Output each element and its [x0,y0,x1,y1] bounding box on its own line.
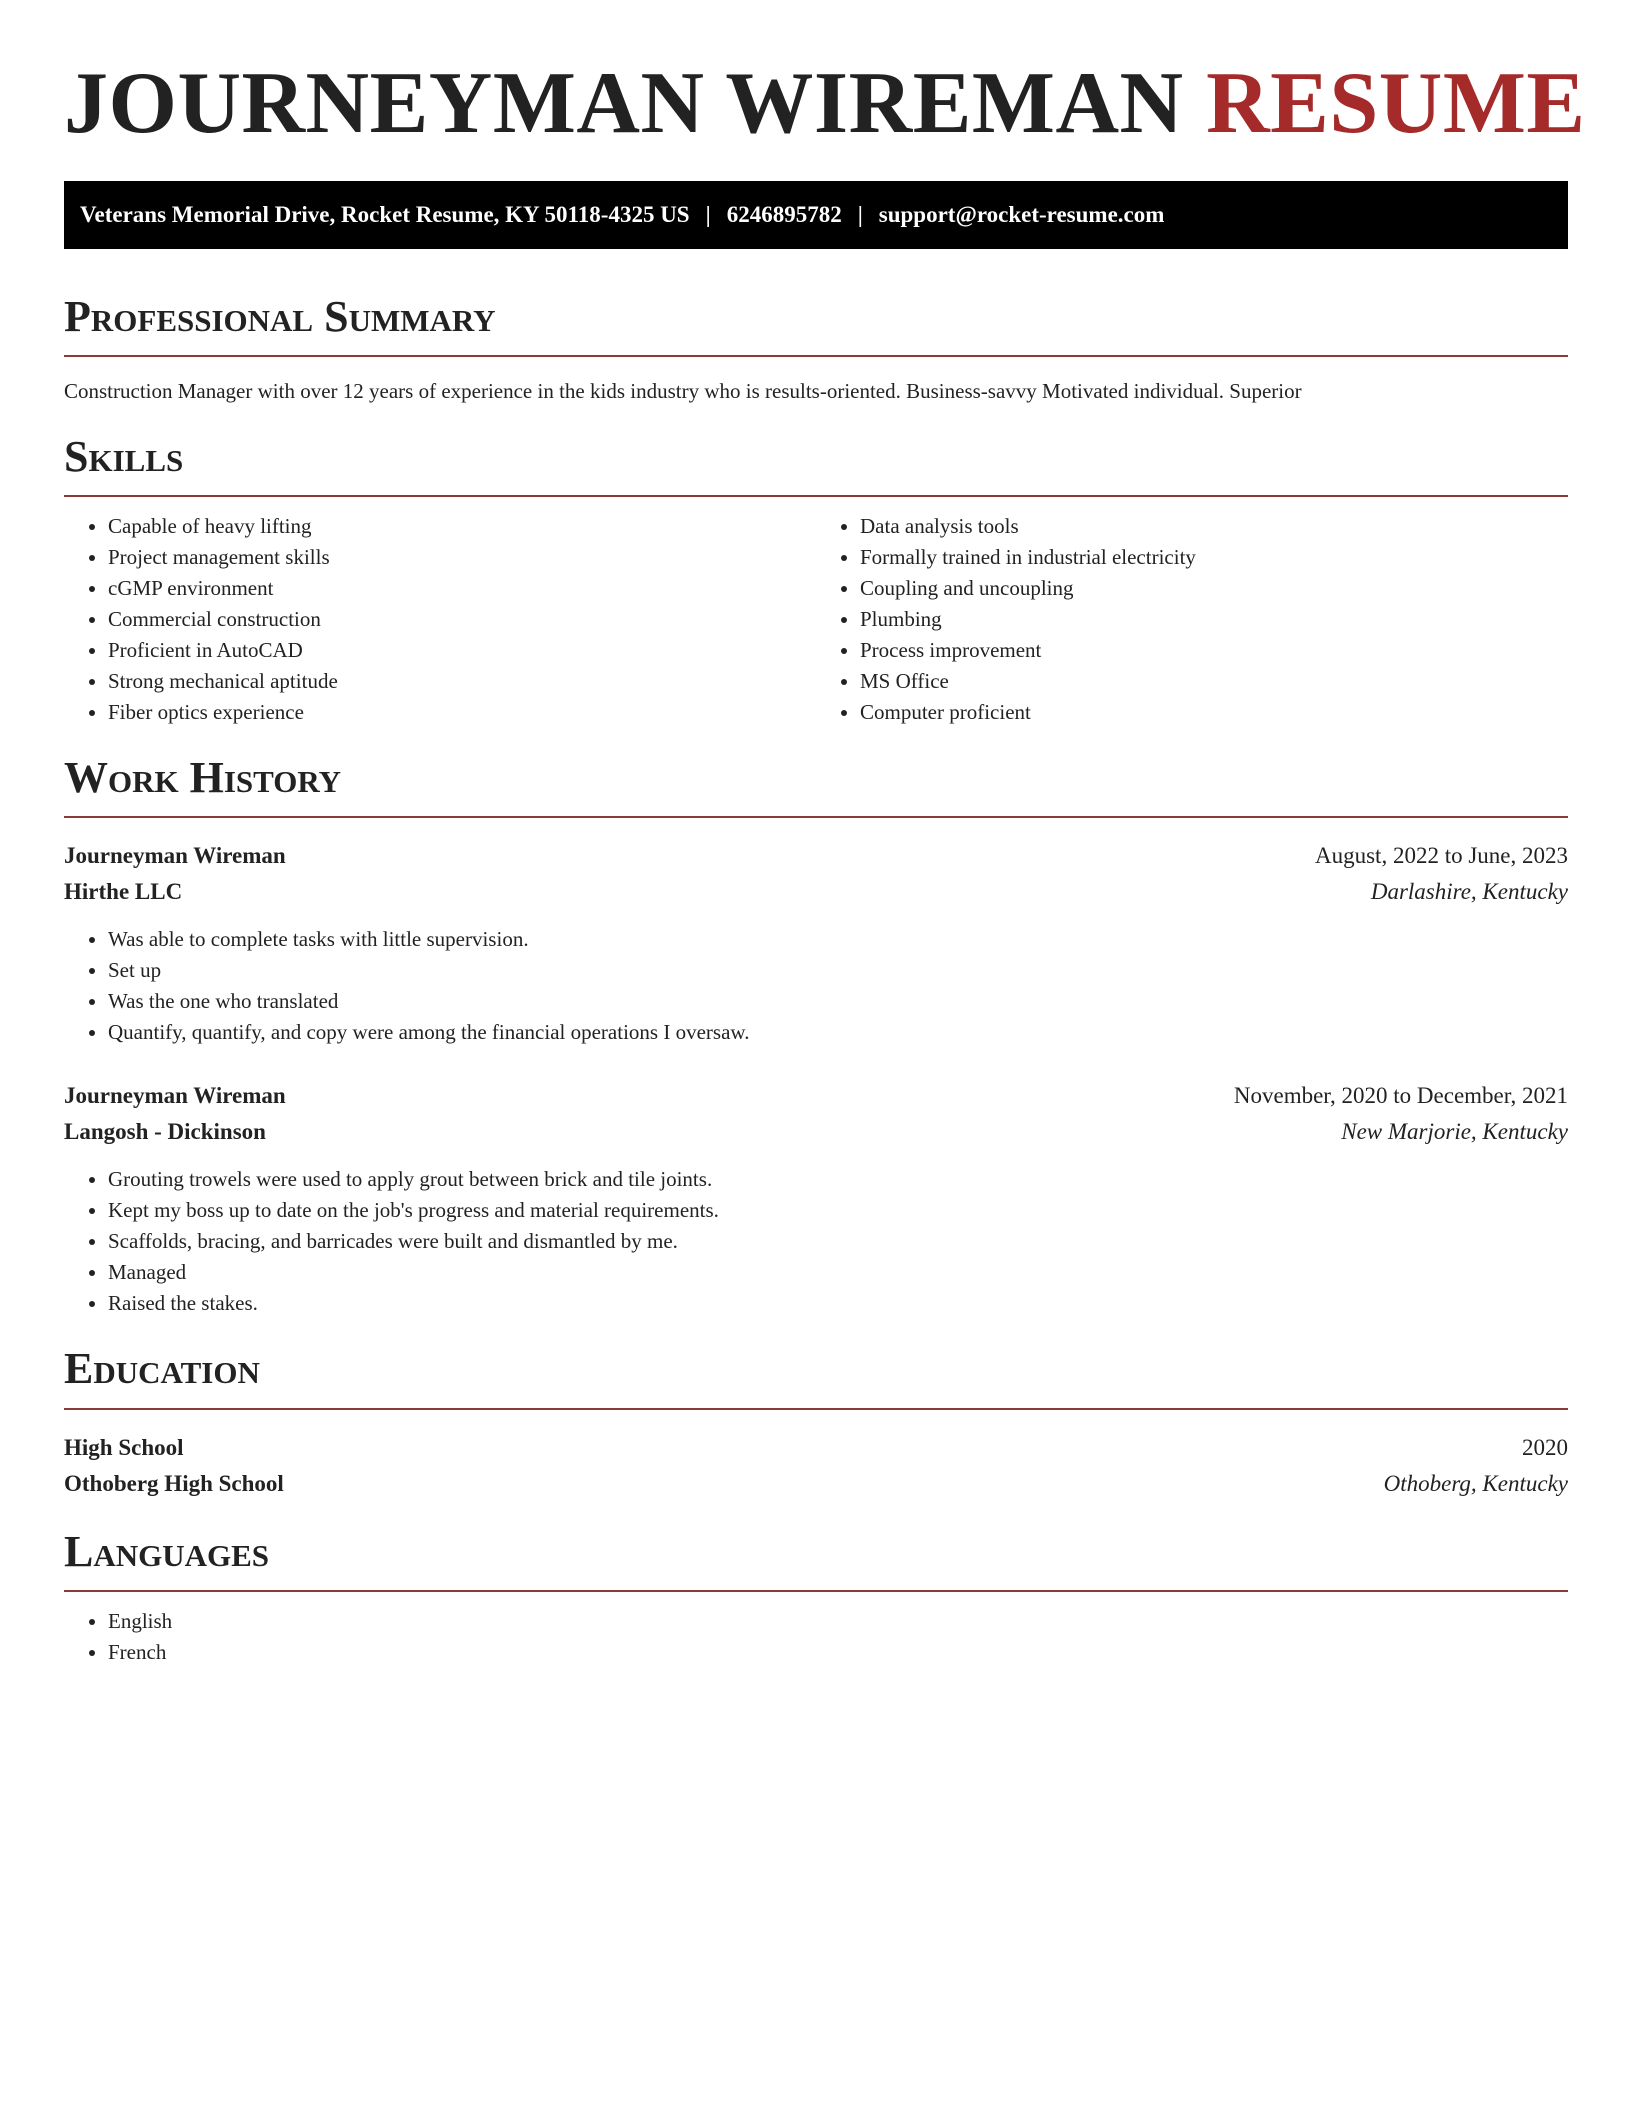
contact-address: Veterans Memorial Drive, Rocket Resume, KY 50118-4325 US [80,201,690,227]
language-item: • French [108,1637,1568,1668]
job-company-row [64,874,1568,910]
education-degree: High School [64,1434,184,1460]
job-duty: • Quantify, quantify, and copy were among the financial operations I oversaw. [108,1017,1568,1048]
section-divider [64,1590,1568,1592]
job-duty: • Grouting trowels were used to apply grout between brick and tile joints. [108,1164,1568,1195]
job-duty: • Raised the stakes. [108,1288,1568,1319]
education-year: 2020 [1522,1434,1568,1460]
section-heading-summary: Professional Summary [64,291,496,341]
job-company: Langosh - Dickinson [64,1119,266,1145]
job-header-row [64,1078,1568,1114]
section-heading-skills: Skills [64,431,184,481]
work-history-section [64,754,1568,1319]
section-divider [64,355,1568,357]
summary-text: Construction Manager with over 12 years of experience in the kids industry who is results-oriented. Business-savvy Motivated individual. Superior [64,379,1302,404]
title-main: JOURNEYMAN WIREMAN [64,55,1184,152]
contact-separator: | [705,201,711,227]
job-duty: • Was the one who translated [108,986,1568,1017]
job-duty: • Set up [108,955,1568,986]
resume-title [64,55,1586,153]
skill-item: • Data analysis tools [860,511,1568,542]
skill-item: • MS Office [860,666,1568,697]
section-heading-work-history: Work History [64,752,342,802]
skill-item: • Process improvement [860,635,1568,666]
job-duty: • Managed [108,1257,1568,1288]
contact-phone: 6246895782 [726,201,842,227]
job-dates: November, 2020 to December, 2021 [1233,1083,1568,1109]
skill-item: • Coupling and uncoupling [860,573,1568,604]
job-company-row [64,1114,1568,1150]
job-location: Darlashire, Kentucky [1370,879,1568,905]
skill-item: • Project management skills [108,542,816,573]
job-duty: • Was able to complete tasks with little supervision. [108,924,1568,955]
job-duties-list [64,1164,1568,1319]
skills-list-right [816,511,1568,728]
job-duty: • Kept my boss up to date on the job's progress and material requirements. [108,1195,1568,1226]
education-location: Othoberg, Kentucky [1383,1470,1568,1496]
education-school: Othoberg High School [64,1470,284,1496]
skills-columns [64,497,1568,728]
section-heading-languages: Languages [64,1526,270,1576]
job-company: Hirthe LLC [64,879,183,905]
job-title: Journeyman Wireman [64,1083,286,1109]
job-location: New Marjorie, Kentucky [1341,1119,1568,1145]
education-section [64,1345,1568,1501]
education-school-row [64,1466,1568,1502]
job-header-row [64,838,1568,874]
skill-item: • Computer proficient [860,697,1568,728]
language-item: • English [108,1606,1568,1637]
section-divider [64,1408,1568,1410]
job-duty: • Scaffolds, bracing, and barricades were built and dismantled by me. [108,1226,1568,1257]
skill-item: • Capable of heavy lifting [108,511,816,542]
skill-item: • Plumbing [860,604,1568,635]
skills-section [64,433,1568,728]
section-divider [64,816,1568,818]
skill-item: • Formally trained in industrial electricity [860,542,1568,573]
skills-list-left [64,511,816,728]
languages-list [64,1606,1568,1668]
contact-email: support@rocket-resume.com [878,201,1165,227]
contact-bar [64,181,1568,249]
skill-item: • Proficient in AutoCAD [108,635,816,666]
skill-item: • cGMP environment [108,573,816,604]
languages-section [64,1528,1568,1668]
skill-item: • Strong mechanical aptitude [108,666,816,697]
summary-section [64,293,1568,407]
education-degree-row [64,1430,1568,1466]
contact-separator: | [857,201,863,227]
skill-item: • Fiber optics experience [108,697,816,728]
job-dates: August, 2022 to June, 2023 [1315,843,1568,869]
job-entry [64,838,1568,1048]
section-heading-education: Education [64,1344,260,1394]
job-entry [64,1078,1568,1319]
job-duties-list [64,924,1568,1048]
title-accent: RESUME [1206,55,1586,152]
education-entry [64,1430,1568,1502]
job-title: Journeyman Wireman [64,843,286,869]
skill-item: • Commercial construction [108,604,816,635]
